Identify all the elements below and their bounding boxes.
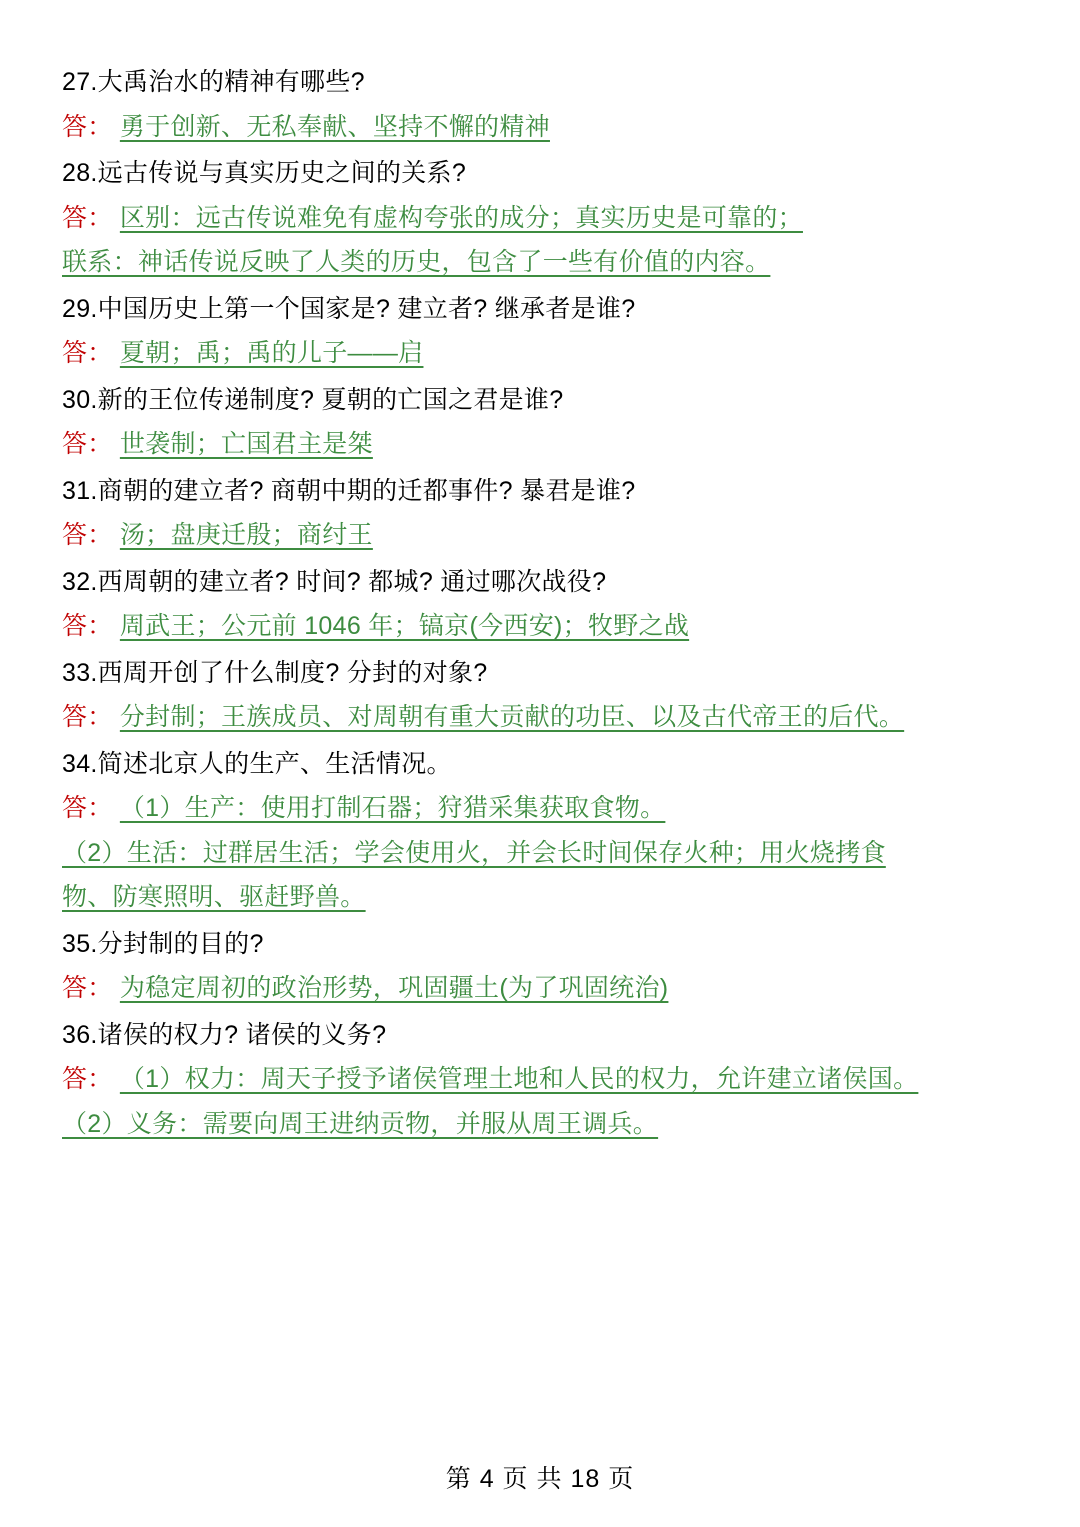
answer-text: 汤；盘庚迁殷；商纣王 [119, 521, 373, 549]
answer-text: （2）生活：过群居生活；学会使用火，并会长时间保存火种；用火烧拷食 [62, 838, 886, 867]
answer-text: 区别：远古传说难免有虚构夸张的成分；真实历史是可靠的； [119, 203, 803, 232]
answer-line [58, 606, 1022, 647]
qa-block [58, 62, 1022, 147]
answer-label: 答： [62, 112, 113, 141]
qa-block [58, 380, 1022, 465]
answer-label: 答： [62, 1065, 113, 1093]
answer-text: 物、防寒照明、驱赶野兽。 [62, 883, 366, 911]
question-text: 30.新的王位传递制度? 夏朝的亡国之君是谁? [62, 385, 564, 414]
answer-line [58, 515, 1022, 556]
page-footer: 第 4 页 共 18 页 [445, 1465, 635, 1493]
answer-label: 答： [62, 203, 113, 232]
answer-label: 答： [62, 612, 113, 640]
answer-label: 答： [62, 794, 113, 822]
answer-text: 为稳定周初的政治形势，巩固疆土(为了巩固统治) [119, 974, 669, 1002]
answer-label: 答： [62, 521, 113, 549]
question-text: 36.诸侯的权力? 诸侯的义务? [62, 1020, 387, 1049]
question-text: 35.分封制的目的? [62, 929, 264, 958]
answer-text: 夏朝；禹；禹的儿子——启 [119, 339, 424, 367]
answer-line [58, 107, 1022, 148]
answer-text: （1）生产：使用打制石器；狩猎采集获取食物。 [119, 794, 666, 822]
answer-line [58, 788, 1022, 829]
question-text: 32.西周朝的建立者? 时间? 都城? 通过哪次战役? [62, 567, 607, 596]
qa-block [58, 744, 1022, 918]
question-text: 31.商朝的建立者? 商朝中期的迁都事件? 暴君是谁? [62, 476, 636, 505]
answer-text: 世袭制；亡国君主是桀 [119, 430, 373, 458]
answer-line [58, 424, 1022, 465]
question-text: 29.中国历史上第一个国家是? 建立者? 继承者是谁? [62, 294, 636, 323]
qa-block [58, 289, 1022, 374]
question-text: 28.远古传说与真实历史之间的关系? [62, 159, 467, 187]
question-text: 27.大禹治水的精神有哪些? [62, 68, 365, 96]
question-text: 34.简述北京人的生产、生活情况。 [62, 749, 452, 778]
answer-text: 分封制；王族成员、对周朝有重大贡献的功臣、以及古代帝王的后代。 [119, 703, 905, 731]
qa-block [58, 1015, 1022, 1145]
answer-line [58, 333, 1022, 374]
answer-continuation [58, 833, 1022, 874]
answer-line [58, 968, 1022, 1009]
qa-block [58, 562, 1022, 647]
qa-block [58, 924, 1022, 1009]
answer-text: 联系：神话传说反映了人类的历史，包含了一些有价值的内容。 [62, 248, 771, 276]
answer-text: （2）义务：需要向周王进纳贡物，并服从周王调兵。 [62, 1109, 659, 1138]
answer-continuation [58, 242, 1022, 283]
qa-block [58, 653, 1022, 738]
answer-continuation [58, 877, 1022, 918]
answer-text: 周武王；公元前 1046 年；镐京(今西安)；牧野之战 [119, 612, 690, 640]
answer-line [58, 1059, 1022, 1100]
qa-block [58, 153, 1022, 283]
answer-label: 答： [62, 339, 113, 367]
answer-line [58, 697, 1022, 738]
answer-label: 答： [62, 974, 113, 1002]
answer-continuation [58, 1104, 1022, 1145]
answer-text: 勇于创新、无私奉献、坚持不懈的精神 [119, 112, 550, 141]
answer-label: 答： [62, 430, 113, 458]
question-text: 33.西周开创了什么制度? 分封的对象? [62, 658, 488, 687]
answer-label: 答： [62, 703, 113, 731]
answer-text: （1）权力：周天子授予诸侯管理土地和人民的权力，允许建立诸侯国。 [119, 1065, 919, 1093]
qa-block [58, 471, 1022, 556]
answer-line [58, 198, 1022, 239]
